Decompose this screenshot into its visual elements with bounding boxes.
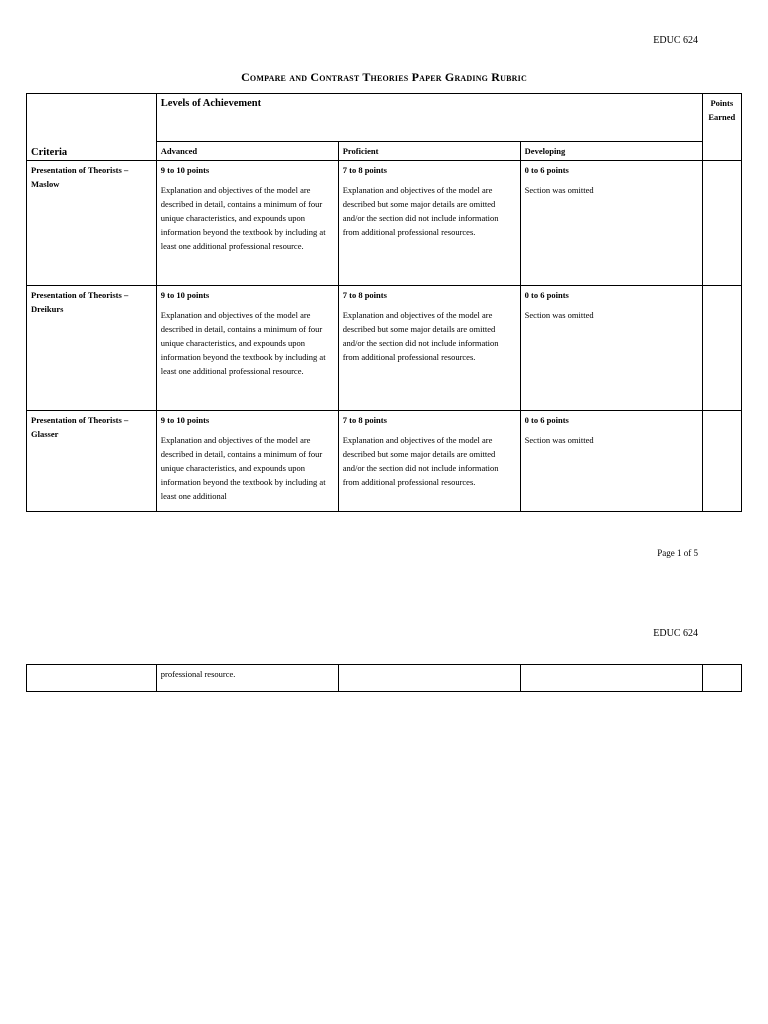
points-earned-cell[interactable] bbox=[702, 665, 741, 692]
criteria-header: Criteria bbox=[31, 147, 68, 158]
descriptor: Section was omitted bbox=[524, 435, 594, 445]
descriptor: Explanation and objectives of the model are described but some major details are omitted and/or the section did not include information from additional professional resources. bbox=[342, 435, 499, 487]
descriptor: Explanation and objectives of the model are described in detail, contains a minimum of four unique characteristics, and expounds upon information beyond the textbook by including at least one additional bbox=[160, 435, 326, 501]
score-range: 7 to 8 points bbox=[342, 415, 387, 425]
course-code: EDUC 624 bbox=[653, 35, 698, 46]
proficient-header: Proficient bbox=[338, 142, 520, 161]
advanced-cell bbox=[156, 161, 338, 286]
descriptor: Explanation and objectives of the model are described in detail, contains a minimum of four unique characteristics, and expounds upon information beyond the textbook by including at least one additional professional resource. bbox=[160, 185, 326, 251]
criteria-cell: Presentation of Theorists – Dreikurs bbox=[27, 286, 157, 411]
developing-cell bbox=[520, 665, 702, 692]
advanced-header: Advanced bbox=[156, 142, 338, 161]
developing-cell bbox=[520, 161, 702, 286]
course-code: EDUC 624 bbox=[653, 628, 698, 639]
proficient-cell bbox=[338, 411, 520, 512]
developing-cell bbox=[520, 411, 702, 512]
score-range: 0 to 6 points bbox=[524, 165, 569, 175]
proficient-cell bbox=[338, 286, 520, 411]
advanced-cell bbox=[156, 286, 338, 411]
criteria-cell bbox=[27, 665, 157, 692]
criteria-cell: Presentation of Theorists – Maslow bbox=[27, 161, 157, 286]
rubric-table bbox=[26, 93, 742, 512]
levels-header-cell bbox=[156, 94, 702, 142]
developing-cell bbox=[520, 286, 702, 411]
levels-header: Levels of Achievement bbox=[160, 98, 262, 109]
descriptor: Explanation and objectives of the model are described but some major details are omitted and/or the section did not include information from additional professional resources. bbox=[342, 185, 499, 237]
table-row bbox=[27, 411, 742, 512]
score-range: 7 to 8 points bbox=[342, 290, 387, 300]
proficient-cell bbox=[338, 161, 520, 286]
score-range: 0 to 6 points bbox=[524, 290, 569, 300]
score-range: 7 to 8 points bbox=[342, 165, 387, 175]
score-range: 9 to 10 points bbox=[160, 415, 210, 425]
rubric-table-continued bbox=[26, 664, 742, 692]
descriptor: Section was omitted bbox=[524, 185, 594, 195]
score-range: 0 to 6 points bbox=[524, 415, 569, 425]
table-row bbox=[27, 286, 742, 411]
table-row bbox=[27, 665, 742, 692]
score-range: 9 to 10 points bbox=[160, 165, 210, 175]
descriptor: Section was omitted bbox=[524, 310, 594, 320]
score-range: 9 to 10 points bbox=[160, 290, 210, 300]
document-title: Compare and Contrast Theories Paper Grading Rubric bbox=[241, 70, 527, 84]
developing-header: Developing bbox=[520, 142, 702, 161]
points-earned-cell[interactable] bbox=[702, 161, 741, 286]
descriptor: Explanation and objectives of the model are described but some major details are omitted and/or the section did not include information from additional professional resources. bbox=[342, 310, 499, 362]
advanced-cell bbox=[156, 411, 338, 512]
proficient-cell bbox=[338, 665, 520, 692]
table-row bbox=[27, 161, 742, 286]
descriptor: Explanation and objectives of the model are described in detail, contains a minimum of four unique characteristics, and expounds upon information beyond the textbook by including at least one additional professional resource. bbox=[160, 310, 326, 376]
advanced-cell: professional resource. bbox=[156, 665, 338, 692]
page-number: Page 1 of 5 bbox=[657, 548, 698, 558]
points-earned-cell[interactable] bbox=[702, 411, 741, 512]
points-earned-header: Points Earned bbox=[702, 94, 741, 161]
points-earned-cell[interactable] bbox=[702, 286, 741, 411]
criteria-header-cell bbox=[27, 94, 157, 161]
header-row bbox=[27, 94, 742, 142]
criteria-cell: Presentation of Theorists – Glasser bbox=[27, 411, 157, 512]
